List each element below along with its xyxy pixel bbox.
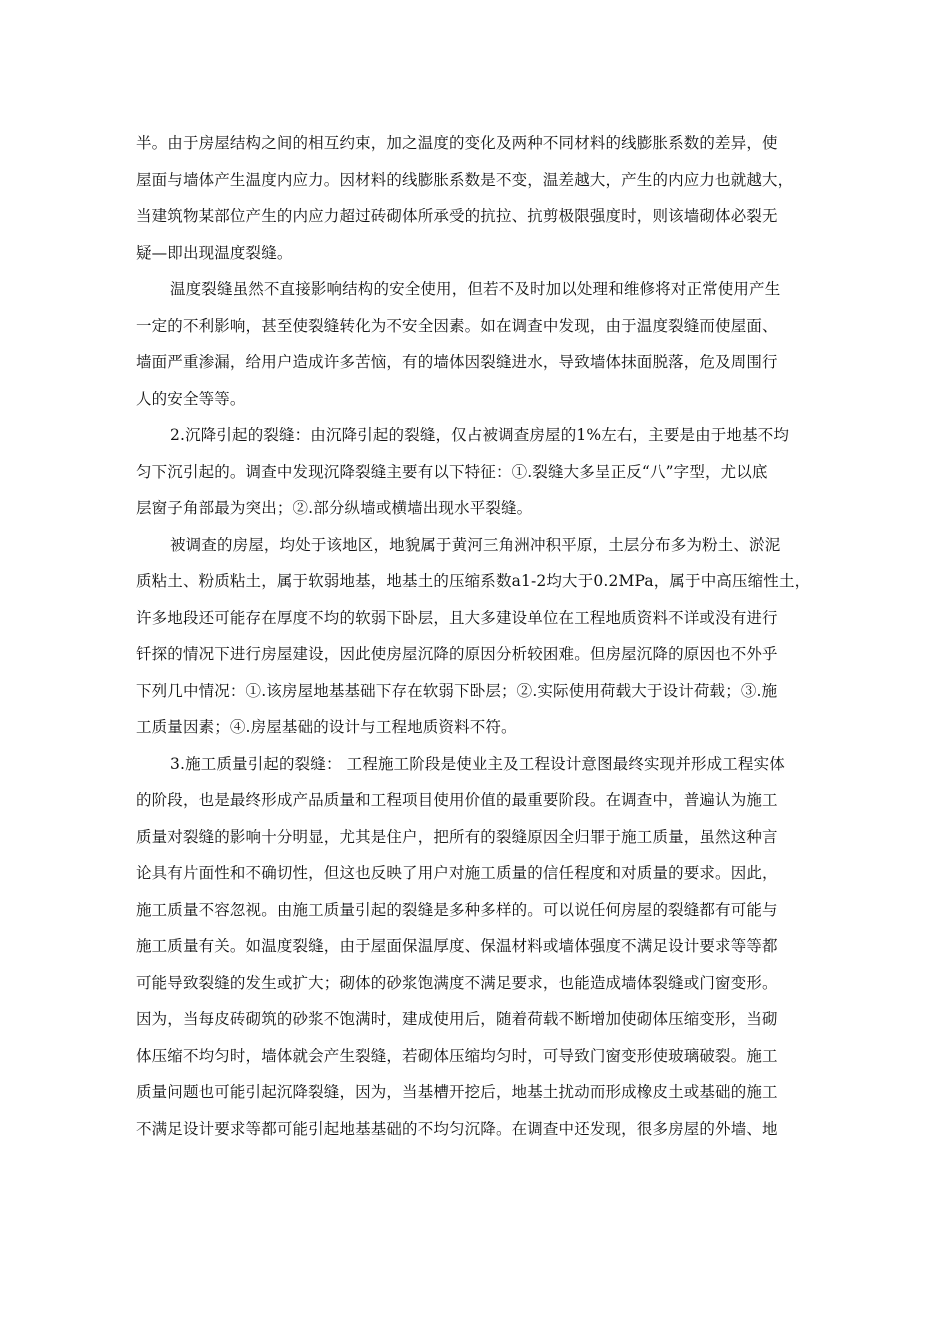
text-line: 体压缩不均匀时，墙体就会产生裂缝，若砌体压缩均匀时，可导致门窗变形使玻璃破裂。施工 <box>136 1046 778 1065</box>
text-line: 匀下沉引起的。调查中发现沉降裂缝主要有以下特征：①.裂缝大多呈正反“八”字型，尤以底 <box>136 462 768 481</box>
text-line: 当建筑物某部位产生的内应力超过砖砌体所承受的抗拉、抗剪极限强度时，则该墙砌体必裂无 <box>136 207 778 225</box>
text-line: 可能导致裂缝的发生或扩大；砌体的砂浆饱满度不满足要求，也能造成墙体裂缝或门窗变形。 <box>136 973 778 992</box>
text-line: 质量问题也可能引起沉降裂缝，因为，当基槽开挖后，地基土扰动而形成橡皮土或基础的施工 <box>136 1083 778 1101</box>
text-line: 人的安全等等。 <box>136 389 246 408</box>
text-line: 疑—即出现温度裂缝。 <box>136 243 293 262</box>
paragraph-start-line: 温度裂缝虽然不直接影响结构的安全使用，但若不及时加以处理和维修将对正常使用产生 <box>170 280 781 298</box>
document-body <box>136 133 826 1155</box>
text-line: 一定的不利影响，甚至使裂缝转化为不安全因素。如在调查中发现，由于温度裂缝而使屋面、 <box>136 316 778 335</box>
text-line: 不满足设计要求等都可能引起地基基础的不均匀沉降。在调查中还发现，很多房屋的外墙、地 <box>136 1119 778 1138</box>
paragraph-start-line: 2.沉降引起的裂缝：由沉降引起的裂缝，仅占被调查房屋的1%左右，主要是由于地基不均 <box>170 426 790 444</box>
text-line: 施工质量有关。如温度裂缝，由于屋面保温厚度、保温材料或墙体强度不满足设计要求等等都 <box>136 937 778 955</box>
text-line: 屋面与墙体产生温度内应力。因材料的线膨胀系数是不变，温差越大，产生的内应力也就越大， <box>136 170 794 189</box>
text-line: 论具有片面性和不确切性，但这也反映了用户对施工质量的信任程度和对质量的要求。因此， <box>136 864 778 882</box>
text-line: 施工质量不容忽视。由施工质量引起的裂缝是多种多样的。可以说任何房屋的裂缝都有可能与 <box>136 900 778 919</box>
text-line: 层窗子角部最为突出；②.部分纵墙或横墙出现水平裂缝。 <box>136 499 533 517</box>
text-line: 质量对裂缝的影响十分明显，尤其是住户，把所有的裂缝原因全归罪于施工质量，虽然这种言 <box>136 827 778 846</box>
text-line: 半。由于房屋结构之间的相互约束，加之温度的变化及两种不同材料的线膨胀系数的差异，使 <box>136 134 778 152</box>
text-line: 钎探的情况下进行房屋建设，因此使房屋沉降的原因分析较困难。但房屋沉降的原因也不外乎 <box>136 645 778 663</box>
text-line: 质粘土、粉质粘土，属于软弱地基，地基土的压缩系数a1-2均大于0.2MPa，属于中高压缩性土， <box>136 572 811 590</box>
text-line: 因为，当每皮砖砌筑的砂浆不饱满时，建成使用后，随着荷载不断增加使砌体压缩变形，当砌 <box>136 1010 778 1028</box>
text-line: 许多地段还可能存在厚度不均的软弱下卧层，且大多建设单位在工程地质资料不详或没有进行 <box>136 608 778 627</box>
paragraph-start-line: 3.施工质量引起的裂缝： 工程施工阶段是使业主及工程设计意图最终实现并形成工程实体 <box>170 754 785 773</box>
text-line: 下列几中情况：①.该房屋地基基础下存在软弱下卧层；②.实际使用荷载大于设计荷载；③.施 <box>136 681 778 700</box>
text-line: 的阶段，也是最终形成产品质量和工程项目使用价值的最重要阶段。在调查中，普遍认为施工 <box>136 791 778 809</box>
text-line: 墙面严重渗漏，给用户造成许多苦恼，有的墙体因裂缝进水，导致墙体抹面脱落，危及周围行 <box>136 353 778 371</box>
text-line: 工质量因素；④.房屋基础的设计与工程地质资料不符。 <box>136 718 517 736</box>
paragraph-start-line: 被调查的房屋，均处于该地区，地貌属于黄河三角洲冲积平原，土层分布多为粉土、淤泥 <box>170 535 781 554</box>
